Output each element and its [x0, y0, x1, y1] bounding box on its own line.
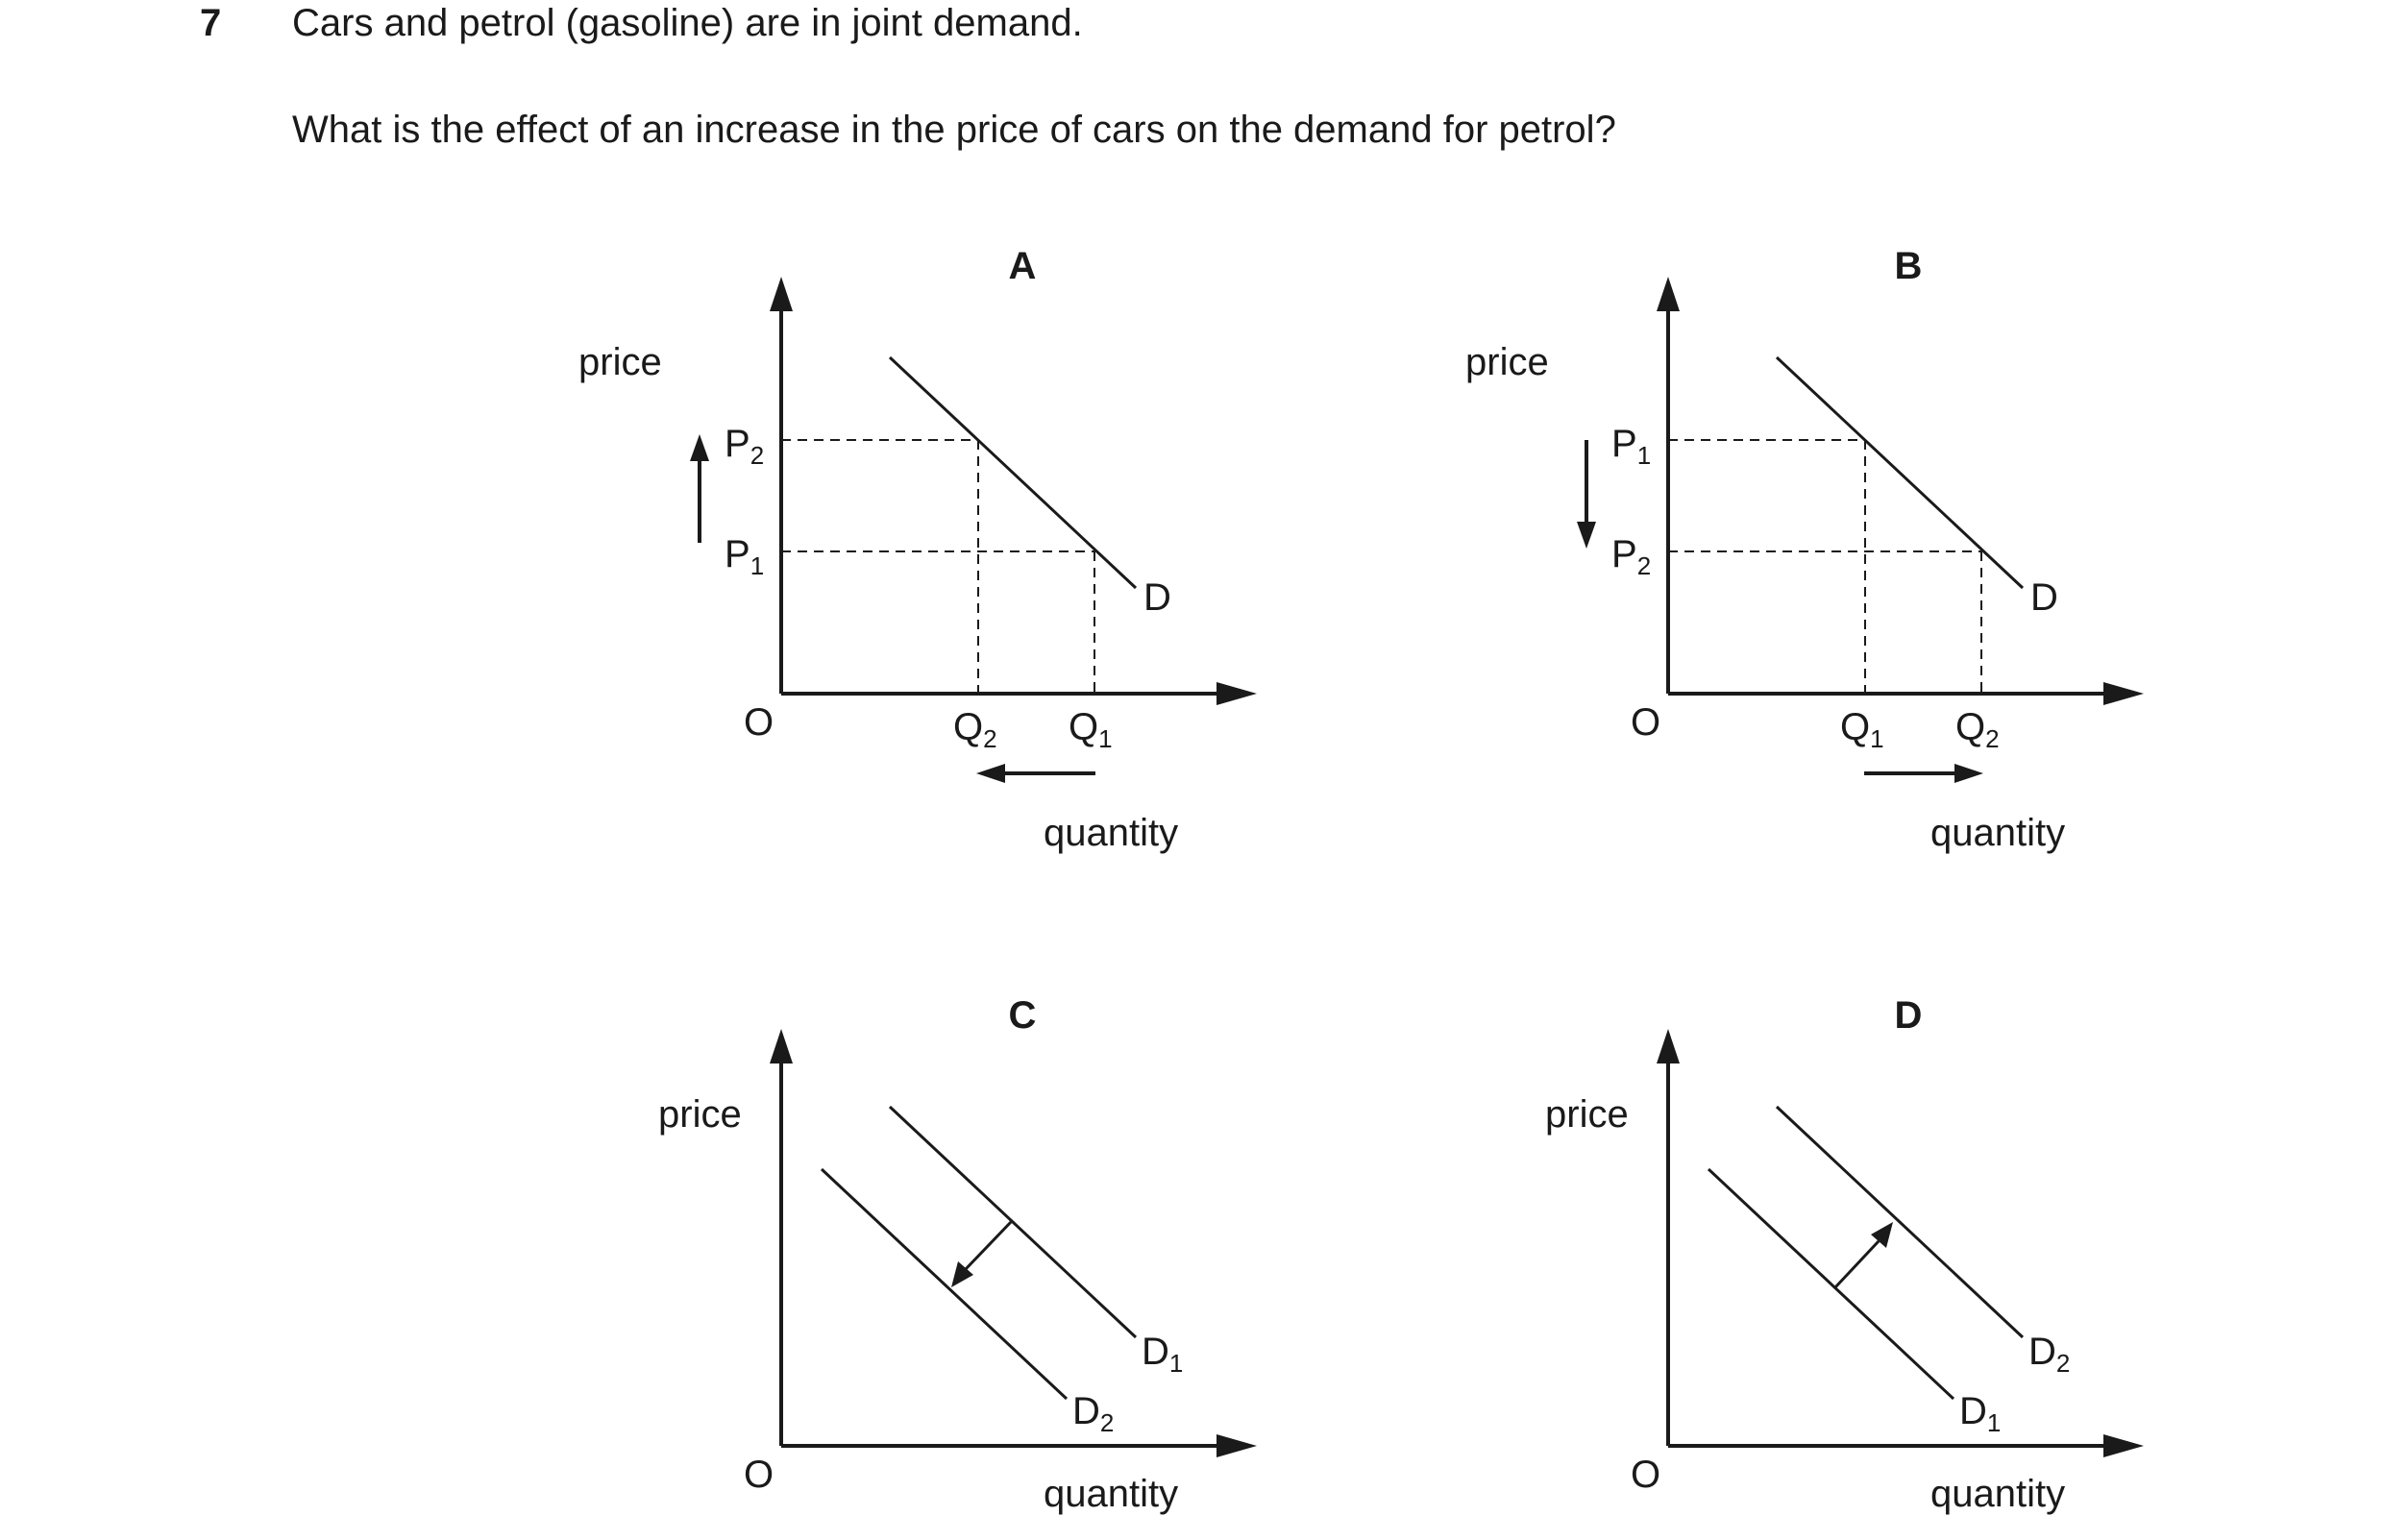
panel-a-price-label: price [578, 341, 662, 383]
panel-a-curve-label: D [1143, 576, 1171, 619]
panel-d-demand-curve-d2 [1777, 1107, 2023, 1337]
panel-b-curve-label: D [2030, 576, 2058, 619]
panel-a-q1-label: $Q_1$ [1069, 706, 1113, 753]
panel-a-quantity-left-arrowhead [976, 764, 1005, 783]
panel-a-demand-curve [890, 357, 1136, 588]
panel-b-x-arrowhead [2103, 682, 2144, 705]
panel-c-letter: C [1008, 994, 1037, 1037]
panel-c-d1-label: $D_1$ [1142, 1331, 1184, 1378]
panel-b-origin-label: O [1631, 701, 1661, 744]
panel-c-shift-left-arrow [966, 1222, 1011, 1269]
panel-c-demand-curve-d1 [890, 1107, 1136, 1337]
panel-c-x-arrowhead [1217, 1434, 1257, 1457]
panel-b-letter: B [1894, 245, 1923, 287]
panel-d-quantity-label: quantity [1930, 1473, 2066, 1515]
panel-b-p2-label: $P_2$ [1611, 533, 1652, 580]
panel-a-x-arrowhead [1217, 682, 1257, 705]
panel-b-price-label: price [1465, 341, 1549, 383]
panel-a-p2-label: $P_2$ [725, 423, 765, 470]
panel-b-price-down-arrowhead [1577, 522, 1596, 549]
panel-c-quantity-label: quantity [1044, 1473, 1179, 1515]
panel-b-p1-label: $P_1$ [1611, 423, 1652, 470]
panel-a-y-arrowhead [770, 277, 793, 311]
panel-b-quantity-right-arrowhead [1954, 764, 1983, 783]
panel-b-demand-curve [1777, 357, 2023, 588]
panel-d-origin-label: O [1631, 1454, 1661, 1496]
panel-d-y-arrowhead [1657, 1029, 1680, 1063]
panel-c-price-label: price [658, 1093, 742, 1136]
panel-a-quantity-label: quantity [1044, 812, 1179, 854]
panel-d-letter: D [1894, 994, 1923, 1037]
question-stem: Cars and petrol (gasoline) are in joint demand. [292, 2, 1083, 44]
panel-c-demand-curve-d2 [822, 1169, 1067, 1399]
panel-c-y-arrowhead [770, 1029, 793, 1063]
question-prompt: What is the effect of an increase in the price of cars on the demand for petrol? [292, 109, 1616, 151]
panel-a-q2-label: $Q_2$ [953, 706, 997, 753]
panel-d-x-arrowhead [2103, 1434, 2144, 1457]
panel-b-y-arrowhead [1657, 277, 1680, 311]
panel-a [578, 245, 1257, 854]
panel-d-d2-label: $D_2$ [2028, 1331, 2071, 1378]
panel-a-p1-label: $P_1$ [725, 533, 765, 580]
panel-b-q1-label: $Q_1$ [1840, 706, 1884, 753]
panel-b-quantity-label: quantity [1930, 812, 2066, 854]
question-number: 7 [200, 2, 222, 44]
panel-d-price-label: price [1545, 1093, 1629, 1136]
panel-c-d2-label: $D_2$ [1072, 1390, 1115, 1437]
panel-d-shift-right-arrow [1835, 1241, 1879, 1287]
panel-d-d1-label: $D_1$ [1959, 1390, 2002, 1437]
panel-a-price-up-arrowhead [690, 434, 709, 461]
panel-c [658, 994, 1257, 1515]
panel-b [1465, 245, 2144, 854]
panel-b-q2-label: $Q_2$ [1955, 706, 2000, 753]
panel-a-letter: A [1008, 245, 1037, 287]
panel-a-origin-label: O [744, 701, 774, 744]
panel-c-origin-label: O [744, 1454, 774, 1496]
panel-d [1545, 994, 2144, 1515]
panel-d-demand-curve-d1 [1708, 1169, 1954, 1399]
